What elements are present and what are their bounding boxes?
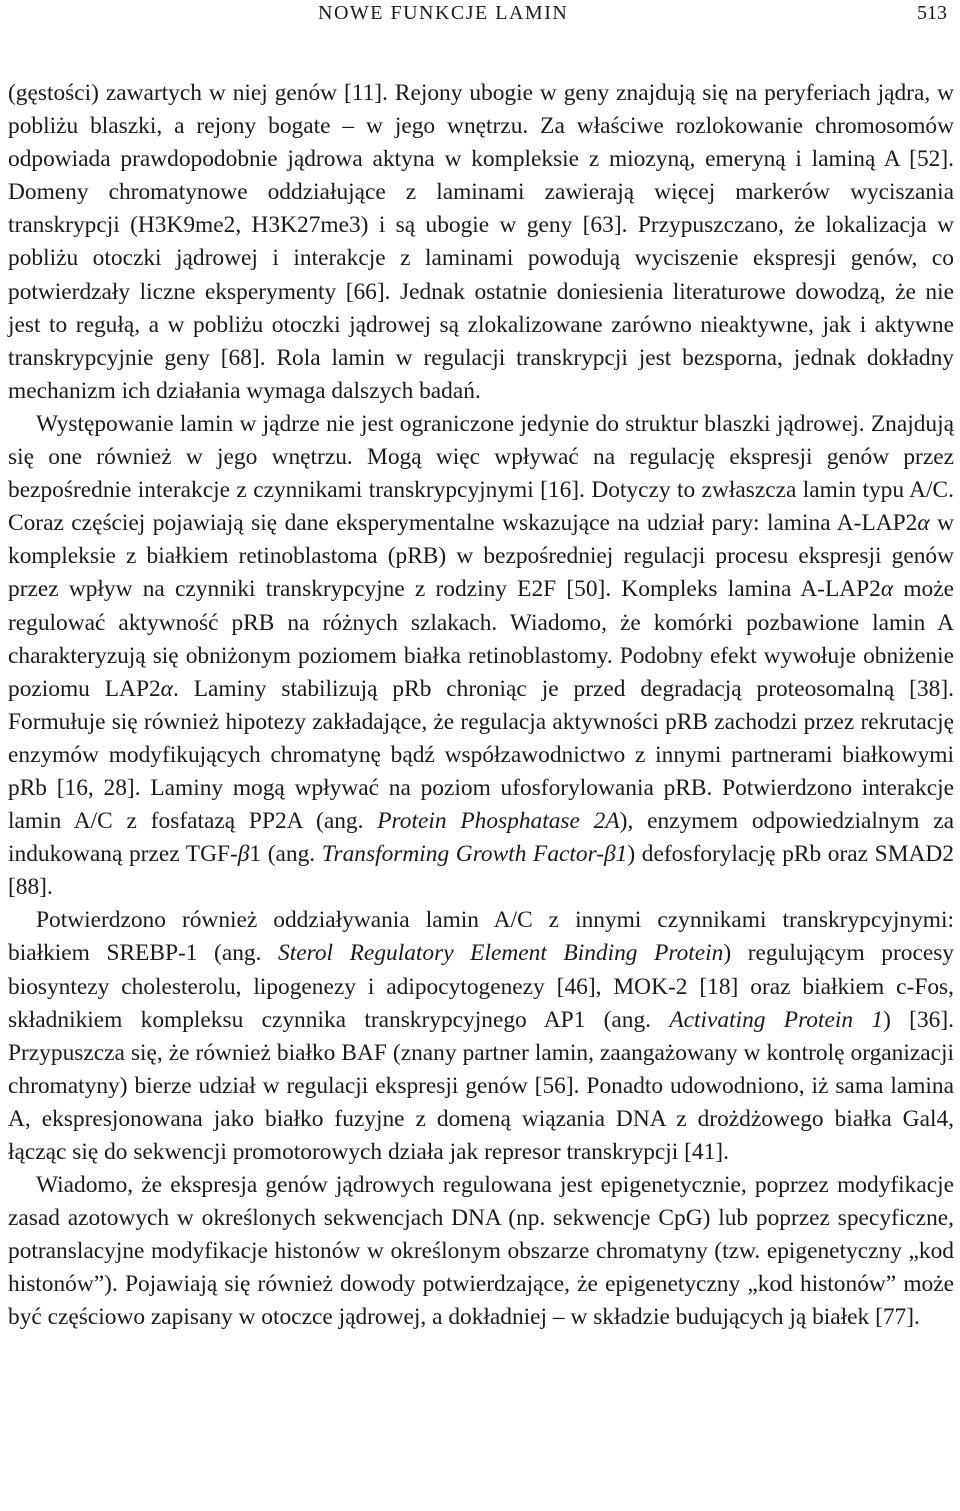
paragraph <box>8 408 954 904</box>
greek-symbol: α <box>880 576 894 603</box>
italic-term: Activating Protein 1 <box>669 1006 884 1033</box>
italic-term: Protein Phosphatase 2A <box>377 808 620 835</box>
page-header <box>0 0 960 30</box>
text-segment: Wiadomo, że ekspresja genów jądrowych regulowana jest epigenetycznie, poprzez modyfikacje zasad azotowych w określonych sekwencjach DNA (np. sekwencje CpG) lub poprzez specyficzne, potranslacyjne modyfikacje histonów w określonym obszarze chromatyny (tzw. epigenetyczny „kod histonów”). Pojawiają się również dowody potwierdzające, że epigenetyczny „kod histonów” może być częściowo zapisany w otoczce jądrowej, a dokładniej – w składzie budujących ją białek [77]. <box>8 1172 954 1331</box>
running-title: NOWE FUNKCJE LAMIN <box>318 2 569 24</box>
italic-term: Transforming Growth Factor-β1 <box>321 841 628 868</box>
greek-symbol: α <box>917 510 930 537</box>
paragraph <box>8 77 954 408</box>
text-segment: ) defosforylację pRb oraz SMAD2 [88]. <box>8 841 954 901</box>
greek-symbol: α <box>160 675 173 702</box>
text-segment: ) [36]. Przypuszcza się, że również białko BAF (znany partner lamin, zaangażowany w kontrolę organizacji chromatyny) bierze udział w regulacji ekspresji genów [56]. Ponadto udowodniono, iż sama lamina A, ekspresjonowana jako białko fuzyjne z domeną wiązania DNA z drożdżowego białka Gal4, łącząc się do sekwencji promotorowych działa jak represor transkrypcji [41]. <box>8 1006 954 1165</box>
text-segment: Występowanie lamin w jądrze nie jest ograniczone jedynie do struktur blaszki jądrowej. Znajdują się one również w jego wnętrzu. Mogą więc wpływać na regulację ekspresji genów przez bezpośrednie interakcje z czynnikami transkrypcyjnymi [16]. Dotyczy to zwłaszcza lamin typu A/C. Coraz częściej pojawiają się dane eksperymentalne wskazujące na udział pary: lamina A-LAP2 <box>8 410 954 537</box>
text-segment: ) regulującym procesy biosyntezy cholesterolu, lipogenezy i adipocytogenezy [46], MOK-2 [18] oraz białkiem c-Fos, składnikiem kompleksu czynnika transkrypcyjnego AP1 (ang. <box>8 940 955 1033</box>
text-segment: Potwierdzono również oddziaływania lamin A/C z innymi czynnikami transkrypcyjnymi: białkiem SREBP-1 (ang. <box>8 907 954 967</box>
paragraph <box>8 1169 954 1334</box>
body-text <box>8 77 954 1335</box>
text-segment: (gęstości) zawartych w niej genów [11]. Rejony ubogie w geny znajdują się na peryferiach jądra, w pobliżu blaszki, a rejony bogate – w jego wnętrzu. Za właściwe rozlokowanie chromosomów odpowiada prawdopodobnie jądrowa aktyna w kompleksie z miozyną, emeryną i laminą A [52]. Domeny chromatynowe oddziałujące z laminami zawierają więcej markerów wyciszania transkrypcji (H3K9me2, H3K27me3) i są ubogie w geny [63]. Przypuszczano, że lokalizacja w pobliżu otoczki jądrowej i interakcje z laminami powodują wyciszenie ekspresji genów, co potwierdzały liczne eksperymenty [66]. Jednak ostatnie doniesienia literaturowe dowodzą, że nie jest to regułą, a w pobliżu otoczki jądrowej są zlokalizowane zarówno nieaktywne, jak i aktywne transkrypcyjnie geny [68]. Rola lamin w regulacji transkrypcji jest bezsporna, jednak dokładny mechanizm ich działania wymaga dalszych badań. <box>8 80 954 404</box>
italic-term: Sterol Regulatory Element Binding Protein <box>278 940 724 967</box>
text-segment: może regulować aktywność pRB na różnych szlakach. Wiadomo, że komórki pozbawione lamin A charakteryzują się obniżonym poziomem białka retinoblastomy. Podobny efekt wywołuje obniżenie poziomu LAP2 <box>8 576 954 702</box>
paragraph <box>8 904 954 1169</box>
text-segment: w kompleksie z białkiem retinoblastoma (pRB) w bezpośredniej regulacji procesu ekspresji genów przez wpływ na czynniki transkrypcyjne z rodziny E2F [50]. Kompleks lamina A-LAP2 <box>8 510 954 603</box>
text-segment: . Laminy stabilizują pRb chroniąc je przed degradacją proteosomalną [38]. Formułuje się również hipotezy zakładające, że regulacja aktywności pRB zachodzi przez rekrutację enzymów modyfikujących chromatynę bądź współzawodnictwo z innymi partnerami białkowymi pRb [16, 28]. Laminy mogą wpływać na poziom ufosforylowania pRB. Potwierdzono interakcje lamin A/C z fosfatazą PP2A (ang. <box>8 675 954 835</box>
greek-symbol: β <box>237 841 250 868</box>
text-segment: ), enzymem odpowiedzialnym za indukowaną przez TGF- <box>8 808 954 868</box>
page-number: 513 <box>917 2 947 24</box>
text-segment: 1 (ang. <box>249 841 322 868</box>
